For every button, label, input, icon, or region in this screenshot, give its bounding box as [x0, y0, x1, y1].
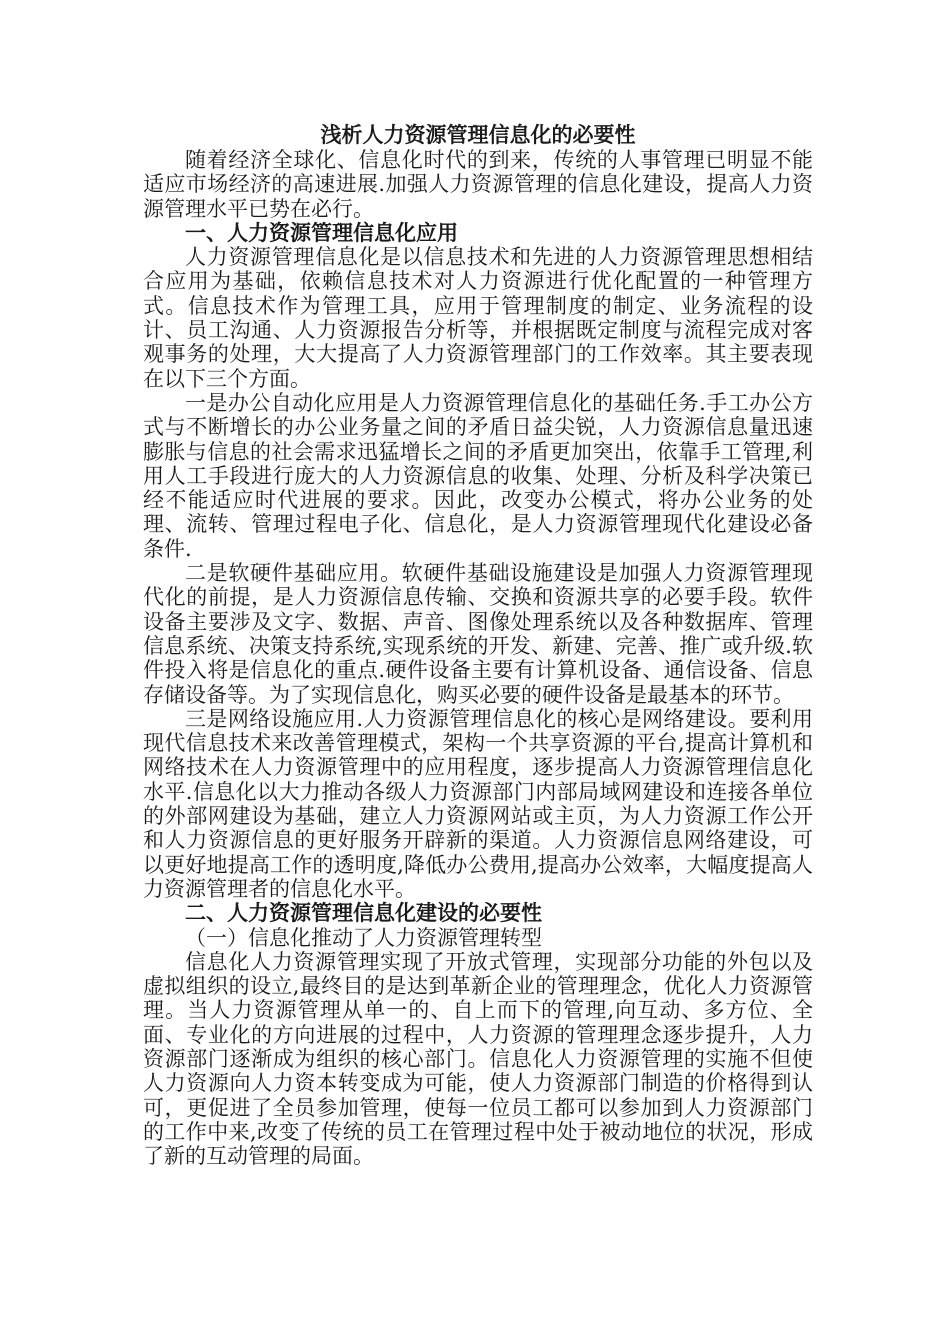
- section-1-paragraph-1: 人力资源管理信息化是以信息技术和先进的人力资源管理思想相结合应用为基础，依赖信息技术对人力资源进行优化配置的一种管理方式。信息技术作为管理工具，应用于管理制度的制定、业务流程的设计、员工沟通、人力资源报告分析等，并根据既定制度与流程完成对客观事务的处理，大大提高了人力资源管理部门的工作效率。其主要表现在以下三个方面。: [143, 245, 813, 391]
- section-1-heading: 一、人力资源管理信息化应用: [185, 219, 458, 245]
- intro-paragraph: 随着经济全球化、信息化时代的到来，传统的人事管理已明显不能适应市场经济的高速进展.加强人力资源管理的信息化建设，提高人力资源管理水平已势在必行。: [143, 148, 813, 221]
- section-1-paragraph-2: 一是办公自动化应用是人力资源管理信息化的基础任务.手工办公方式与不断增长的办公业务量之间的矛盾日益尖锐，人力资源信息量迅速膨胀与信息的社会需求迅猛增长之间的矛盾更加突出，依靠手工管理,利用人工手段进行庞大的人力资源信息的收集、处理、分析及科学决策已经不能适应时代进展的要求。因此，改变办公模式，将办公业务的处理、流转、管理过程电子化、信息化，是人力资源管理现代化建设必备条件.: [143, 390, 813, 561]
- section-2-heading: 二、人力资源管理信息化建设的必要性: [185, 900, 542, 926]
- section-1-paragraph-3: 二是软硬件基础应用。软硬件基础设施建设是加强人力资源管理现代化的前提，是人力资源信息传输、交换和资源共享的必要手段。软件设备主要涉及文字、数据、声音、图像处理系统以及各种数据库、管理信息系统、决策支持系统,实现系统的开发、新建、完善、推广或升级.软件投入将是信息化的重点.硬件设备主要有计算机设备、通信设备、信息存储设备等。为了实现信息化，购买必要的硬件设备是最基本的环节。: [143, 561, 813, 707]
- section-1-paragraph-4: 三是网络设施应用.人力资源管理信息化的核心是网络建设。要利用现代信息技术来改善管理模式，架构一个共享资源的平台,提高计算机和网络技术在人力资源管理中的应用程度，逐步提高人力资源管理信息化水平.信息化以大力推动各级人力资源部门内部局域网建设和连接各单位的外部网建设为基础，建立人力资源网站或主页，为人力资源工作公开和人力资源信息的更好服务开辟新的渠道。人力资源信息网络建设，可以更好地提高工作的透明度,降低办公费用,提高办公效率，大幅度提高人力资源管理者的信息化水平。: [143, 706, 813, 901]
- document-body: [143, 122, 813, 1168]
- document-title: 浅析人力资源管理信息化的必要性: [320, 122, 636, 147]
- section-2-paragraph-1: 信息化人力资源管理实现了开放式管理，实现部分功能的外包以及虚拟组织的设立,最终目的是达到革新企业的管理理念，优化人力资源管理。当人力资源管理从单一的、自上而下的管理,向互动、多方位、全面、专业化的方向进展的过程中，人力资源的管理理念逐步提升，人力资源部门逐渐成为组织的核心部门。信息化人力资源管理的实施不但使人力资源向人力资本转变成为可能，使人力资源部门制造的价格得到认可，更促进了全员参加管理，使每一位员工都可以参加到人力资源部门的工作中来,改变了传统的员工在管理过程中处于被动地位的状况，形成了新的互动管理的局面。: [143, 949, 813, 1169]
- section-2-subheading: （一）信息化推动了人力资源管理转型: [185, 925, 542, 950]
